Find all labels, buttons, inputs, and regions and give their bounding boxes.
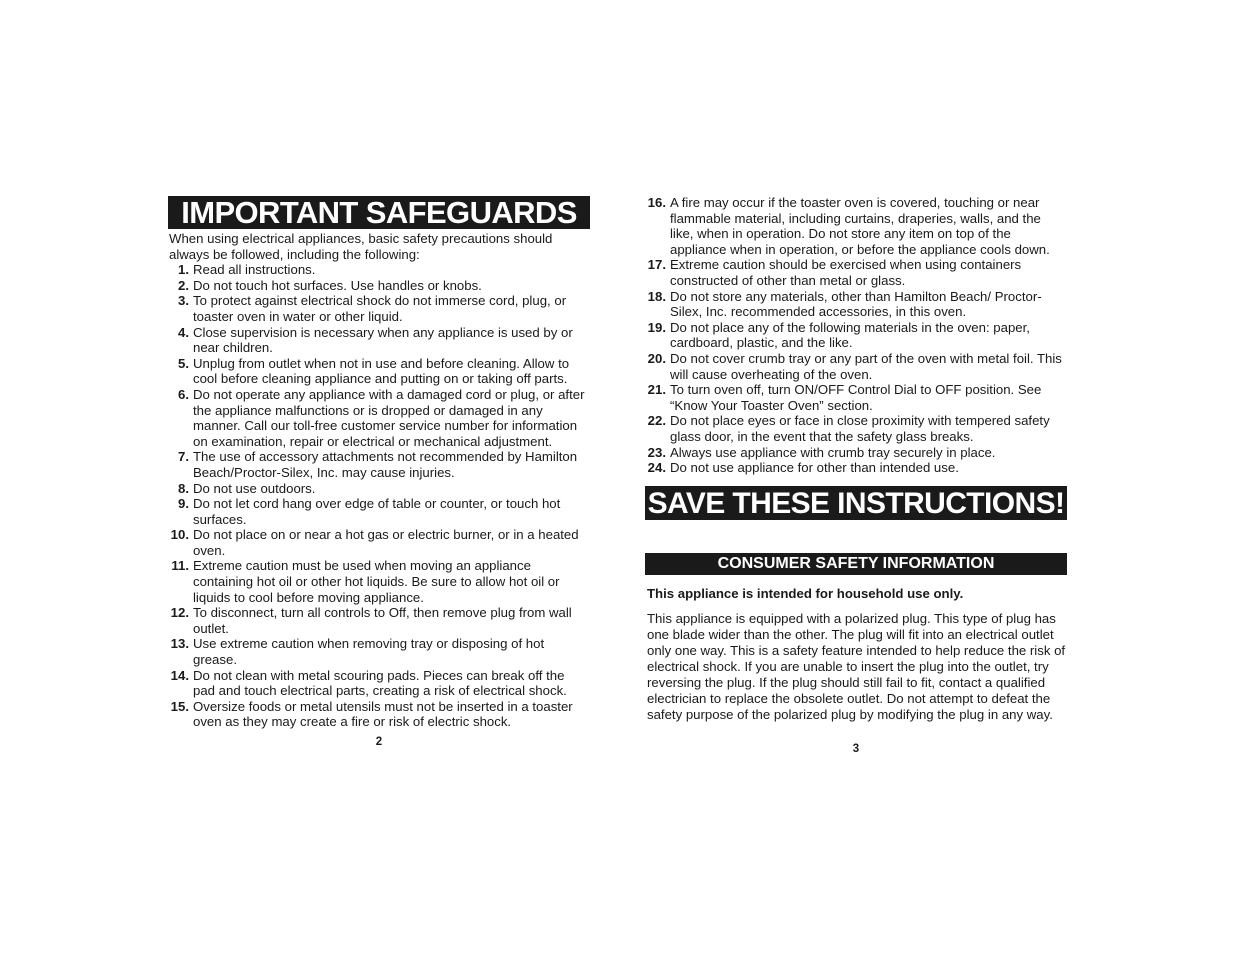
item-number: 3. [178,293,189,309]
item-number: 11. [171,558,189,574]
item-text: To turn oven off, turn ON/OFF Control Dial to OFF position. See “Know Your Toaster Oven” section. [670,382,1042,413]
item-text: Do not let cord hang over edge of table or counter, or touch hot surfaces. [193,496,561,527]
safeguard-item [168,481,590,497]
item-number: 22. [647,413,666,429]
item-number: 6. [178,386,189,402]
item-text: Do not use outdoors. [193,480,316,496]
item-text: To disconnect, turn all controls to Off, then remove plug from wall outlet. [193,605,572,636]
item-number: 17. [647,257,666,273]
item-text: Do not place eyes or face in close proximity with tempered safety glass door, in the event that the safety glass breaks. [670,413,1050,444]
safeguard-item [645,289,1067,320]
safeguard-item [645,195,1067,257]
safeguard-item [168,496,590,527]
item-number: 18. [647,288,666,304]
safeguard-item [168,262,590,278]
item-text: Unplug from outlet when not in use and before cleaning. Allow to cool before cleaning appliance and putting on or taking off parts. [193,355,570,387]
item-text: Do not place on or near a hot gas or electric burner, or in a heated oven. [193,527,579,558]
item-text: Read all instructions. [193,262,316,278]
item-text: Use extreme caution when removing tray or disposing of hot grease. [193,636,545,668]
safeguards-title: IMPORTANT SAFEGUARDS [168,196,590,229]
safeguard-item [168,449,590,480]
household-use-note: This appliance is intended for household use only. [647,585,964,601]
safeguard-item [168,325,590,356]
safeguard-item [645,382,1067,413]
item-text: Do not store any materials, other than Hamilton Beach/ Proctor-Silex, Inc. recommended accessories, in this oven. [670,288,1042,320]
item-text: Do not cover crumb tray or any part of the oven with metal foil. This will cause overheating of the oven. [670,350,1062,382]
item-text: Do not operate any appliance with a damaged cord or plug, or after the appliance malfunctions or is dropped or damaged in any manner. Call our toll-free customer service number for information on examination, repair or electrical or mechanical adjustment. [193,386,585,449]
item-text: Close supervision is necessary when any appliance is used by or near children. [193,324,573,356]
safeguard-item [168,668,590,699]
safeguard-item [168,356,590,387]
item-text: Do not touch hot surfaces. Use handles or knobs. [193,277,482,293]
item-number: 14. [170,667,189,683]
item-text: Extreme caution should be exercised when using containers constructed of other than metal or glass. [670,257,1022,288]
item-number: 5. [178,355,189,371]
item-number: 23. [647,444,666,460]
item-number: 19. [647,319,666,335]
item-number: 4. [178,324,189,340]
safeguard-item [168,605,590,636]
item-text: The use of accessory attachments not recommended by Hamilton Beach/Proctor-Silex, Inc. may cause injuries. [193,449,578,480]
item-number: 24. [647,460,666,476]
item-text: Do not place any of the following materials in the oven: paper, cardboard, plastic, and the like. [670,319,1030,351]
item-text: A fire may occur if the toaster oven is covered, touching or near flammable material, including curtains, draperies, walls, and the like, when in operation. Do not store any item on top of the appliance when in operation, or before the appliance cools down. [670,195,1050,257]
safeguard-item [645,257,1067,288]
safeguard-item [645,351,1067,382]
safeguard-item [168,278,590,294]
safeguard-item [168,558,590,605]
item-number: 12. [170,605,189,621]
item-number: 8. [178,480,189,496]
item-text: To protect against electrical shock do not immerse cord, plug, or toaster oven in water or other liquid. [193,293,567,324]
safeguard-item [645,320,1067,351]
item-number: 7. [178,449,189,465]
safeguard-item [168,699,590,730]
item-number: 21. [647,382,666,398]
consumer-safety-heading: CONSUMER SAFETY INFORMATION [645,553,1067,575]
safeguard-item [645,445,1067,461]
item-number: 10. [170,527,189,543]
item-text: Extreme caution must be used when moving an appliance containing hot oil or other hot liquids. Be sure to allow hot oil or liquids to cool before moving appliance. [193,558,560,605]
item-number: 20. [647,350,666,366]
item-number: 1. [178,262,189,278]
right-page [645,195,1067,755]
save-instructions-banner: SAVE THESE INSTRUCTIONS! [645,486,1067,520]
page-number-right: 3 [852,742,860,755]
safeguard-item [168,636,590,667]
safeguard-item [168,293,590,324]
item-text: Do not clean with metal scouring pads. Pieces can break off the pad and touch electrical parts, creating a risk of electrical shock. [193,667,567,699]
item-text: Always use appliance with crumb tray securely in place. [670,444,996,460]
page-number-left: 2 [375,736,383,748]
safeguard-item [645,413,1067,444]
item-number: 2. [178,277,189,293]
item-number: 16. [647,195,666,210]
safeguard-item [168,527,590,558]
intro-text: When using electrical appliances, basic safety precautions should always be followed, including the following: [169,231,553,262]
safeguards-list-left [168,262,590,730]
left-page [168,196,590,748]
safeguard-item [645,460,1067,476]
safeguard-item [168,387,590,449]
polarized-plug-paragraph: This appliance is equipped with a polarized plug. This type of plug has one blade wider than the other. The plug will fit into an electrical outlet only one way. This is a safety feature intended to help reduce the risk of electrical shock. If you are unable to insert the plug into the outlet, try reversing the plug. If the plug should still fail to fit, contact a qualified electrician to replace the obsolete outlet. Do not attempt to defeat the safety purpose of the polarized plug by modifying the plug in any way. [647,610,1066,722]
item-number: 9. [178,496,189,512]
item-text: Oversize foods or metal utensils must not be inserted in a toaster oven as they may create a fire or risk of electric shock. [193,698,573,730]
item-number: 13. [170,636,189,652]
item-text: Do not use appliance for other than intended use. [670,460,959,476]
safeguards-list-right [645,195,1067,476]
item-number: 15. [170,698,189,714]
